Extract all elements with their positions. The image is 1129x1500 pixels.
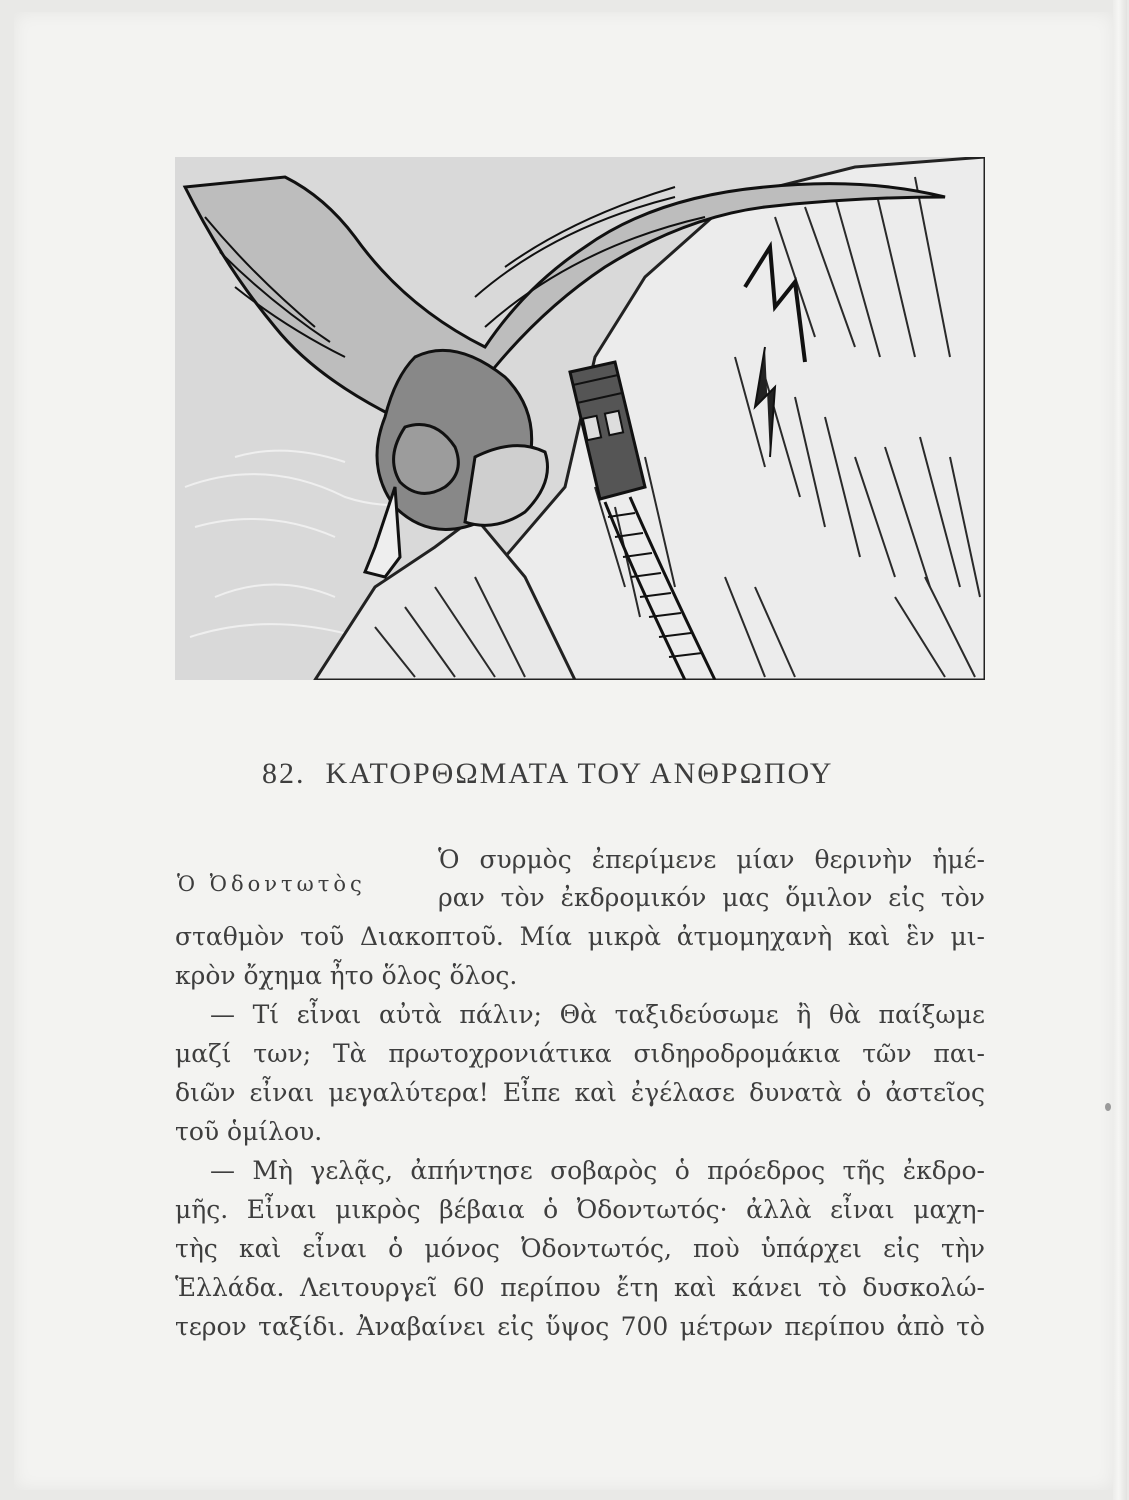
text-line-11: τὴς καὶ εἶναι ὁ μόνος Ὀδοντωτός, ποὺ ὑπάρχει εἰς τὴν [175,1234,985,1263]
illustration-drawing [175,157,985,680]
page-spot [1105,1103,1111,1111]
text-line-12: Ἑλλάδα. Λειτουργεῖ 60 περίπου ἔτη καὶ κάνει τὸ δυσκολώ- [175,1273,985,1302]
text-line-8: τοῦ ὁμίλου. [175,1117,323,1146]
text-line-9: — Μὴ γελᾷς, ἀπήντησε σοβαρὸς ὁ πρόεδρος τῆς ἐκδρο- [210,1156,985,1185]
page-edge [1113,0,1127,1500]
text-line-13: τερον ταξίδι. Ἀναβαίνει εἰς ὕψος 700 μέτρων περίπου ἀπὸ τὸ [175,1312,985,1341]
text-line-5: — Τί εἶναι αὐτὰ πάλιν; Θὰ ταξιδεύσωμε ἢ θὰ παίξωμε [210,1000,985,1029]
chapter-title-text: ΚΑΤΟΡΘΩΜΑΤΑ ΤΟΥ ΑΝΘΡΩΠΟΥ [325,757,834,790]
text-line-7: διῶν εἶναι μεγαλύτερα! Εἶπε καὶ ἐγέλασε δυνατὰ ὁ ἀστεῖος [175,1078,985,1107]
text-line-3: σταθμὸν τοῦ Διακοπτοῦ. Μία μικρὰ ἀτμομηχανὴ καὶ ἓν μι- [175,922,985,951]
text-line-4: κρὸν ὄχημα ἦτο ὅλος ὅλος. [175,961,518,990]
text-line-6: μαζί των; Τὰ πρωτοχρονιάτικα σιδηροδρομάκια τῶν παι- [175,1039,985,1068]
chapter-title [262,757,902,791]
text-line-1: Ὁ συρμὸς ἐπερίμενε μίαν θερινὴν ἡμέ- [438,845,985,874]
text-line-10: μῆς. Εἶναι μικρὸς βέβαια ὁ Ὀδοντωτός· ἀλλὰ εἶναι μαχη- [175,1195,985,1224]
chapter-number: 82. [262,757,306,790]
text-line-2: ραν τὸν ἐκδρομικόν μας ὅμιλον εἰς τὸν [438,883,985,912]
side-heading: Ὁ Ὀδοντωτὸς [177,872,366,896]
eagle-train-illustration [175,157,985,680]
